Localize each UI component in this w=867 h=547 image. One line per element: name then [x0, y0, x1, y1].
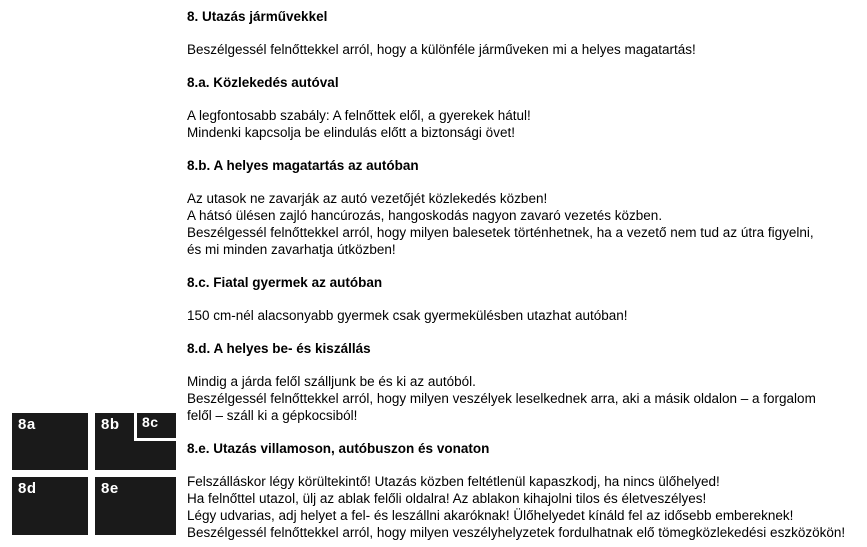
figure-8e	[95, 477, 176, 535]
figure-8b	[95, 413, 176, 470]
paragraph-line: Felszálláskor légy körültekintő! Utazás közben feltétlenül kapaszkodj, ha nincs ülőhelyed!	[187, 474, 720, 489]
section-heading: 8.a. Közlekedés autóval	[187, 75, 339, 90]
section-heading: 8.b. A helyes magatartás az autóban	[187, 158, 419, 173]
figure-8e-label: 8e	[101, 480, 119, 497]
paragraph-line: 150 cm-nél alacsonyabb gyermek csak gyermekülésben utazhat autóban!	[187, 308, 628, 323]
section-heading: 8.d. A helyes be- és kiszállás	[187, 341, 371, 356]
document-section	[187, 440, 863, 541]
figure-8a-label: 8a	[18, 416, 36, 433]
section-paragraph	[187, 107, 863, 141]
section-heading: 8.e. Utazás villamoson, autóbuszon és vonaton	[187, 441, 490, 456]
figure-8b-label: 8b	[101, 416, 120, 433]
figure-8c	[134, 413, 176, 441]
paragraph-line: és mi minden zavarhatja útközben!	[187, 242, 396, 257]
figure-8a	[12, 413, 88, 470]
paragraph-line: Beszélgessél felnőttekkel arról, hogy milyen veszélyhelyzetek fordulhatnak elő tömegközlekedési eszközökön!	[187, 525, 846, 540]
section-heading: 8.c. Fiatal gyermek az autóban	[187, 275, 383, 290]
document-section	[187, 8, 863, 58]
paragraph-line: Mindig a járda felől szálljunk be és ki az autóból.	[187, 374, 476, 389]
section-paragraph	[187, 373, 863, 424]
paragraph-line: Légy udvarias, adj helyet a fel- és leszállni akaróknak! Ülőhelyedet kínáld fel az idősebb embereknek!	[187, 508, 794, 523]
paragraph-line: felől – száll ki a gépkocsiból!	[187, 408, 358, 423]
paragraph-line: Az utasok ne zavarják az autó vezetőjét közlekedés közben!	[187, 191, 548, 206]
paragraph-line: Mindenki kapcsolja be elindulás előtt a biztonsági övet!	[187, 125, 515, 140]
document-section	[187, 74, 863, 141]
section-paragraph	[187, 307, 863, 324]
document-section	[187, 340, 863, 424]
document-content	[187, 8, 863, 547]
figure-8d-label: 8d	[18, 480, 37, 497]
figure-8d	[12, 477, 88, 535]
paragraph-line: Beszélgessél felnőttekkel arról, hogy milyen veszélyek leselkednek arra, aki a másik oldalon – a forgalom	[187, 391, 816, 406]
section-heading: 8. Utazás járművekkel	[187, 9, 328, 24]
document-section	[187, 274, 863, 324]
paragraph-line: A legfontosabb szabály: A felnőttek elől, a gyerekek hátul!	[187, 108, 531, 123]
section-paragraph	[187, 473, 863, 541]
paragraph-line: Beszélgessél felnőttekkel arról, hogy a különféle járműveken mi a helyes magatartás!	[187, 42, 696, 57]
paragraph-line: Ha felnőttel utazol, ülj az ablak felőli oldalra! Az ablakon kihajolni tilos és életveszélyes!	[187, 491, 707, 506]
paragraph-line: Beszélgessél felnőttekkel arról, hogy milyen balesetek történhetnek, ha a vezető nem tud az útra figyelni,	[187, 225, 814, 240]
figure-8c-label: 8c	[142, 414, 159, 430]
section-paragraph	[187, 41, 863, 58]
section-paragraph	[187, 190, 863, 258]
paragraph-line: A hátsó ülésen zajló hancúrozás, hangoskodás nagyon zavaró vezetés közben.	[187, 208, 663, 223]
document-section	[187, 157, 863, 258]
